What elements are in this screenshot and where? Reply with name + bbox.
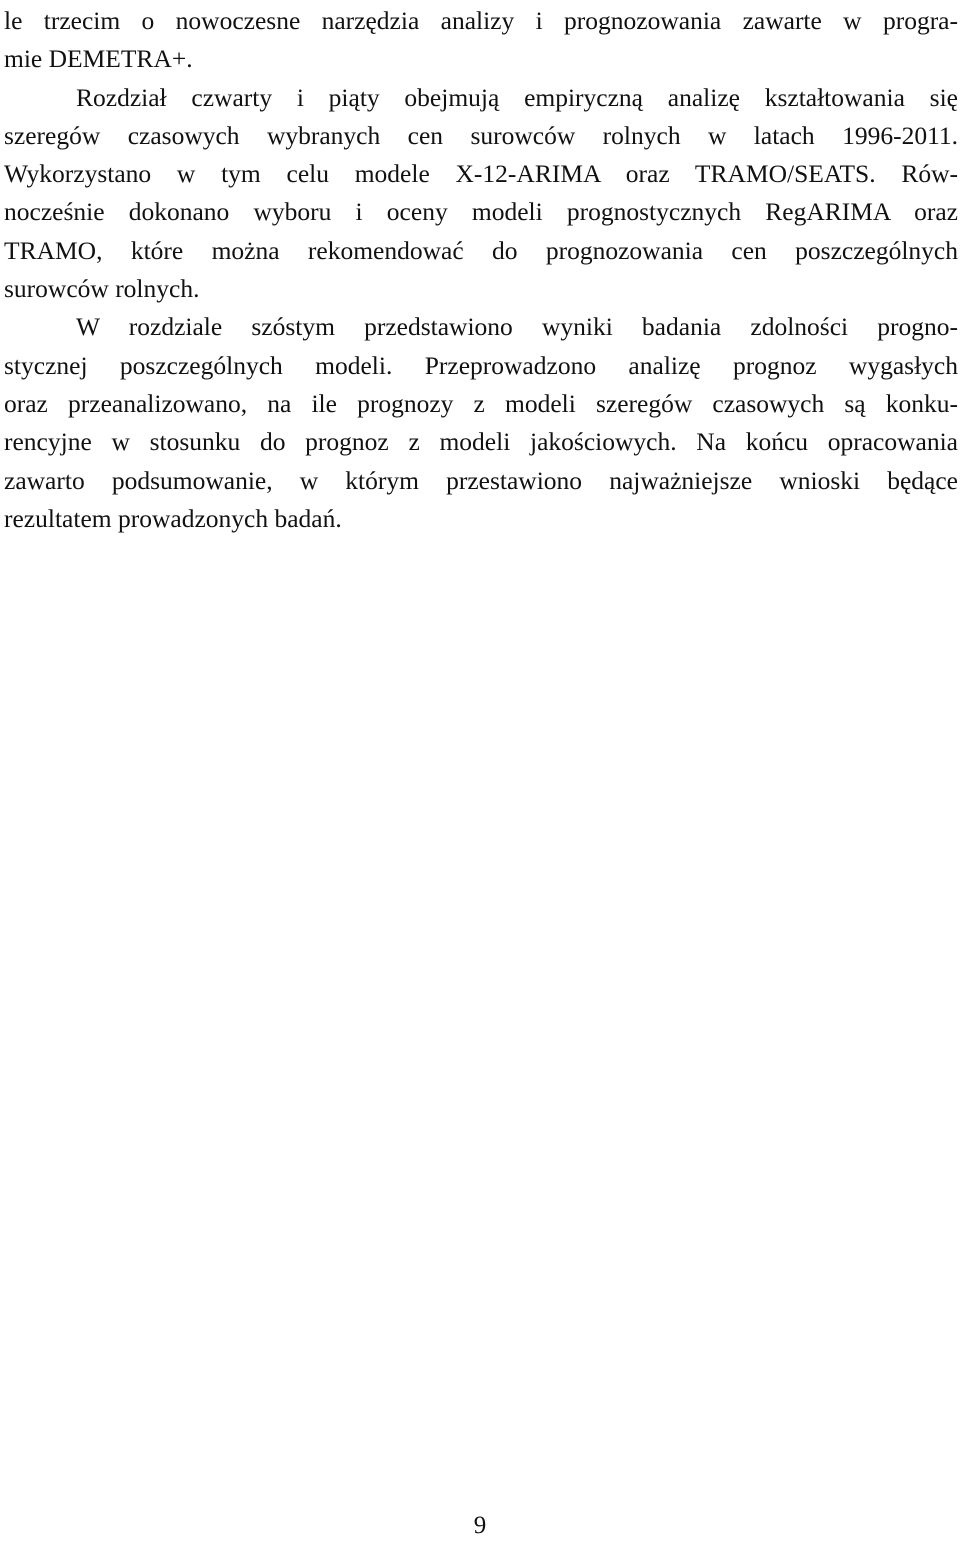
- text-line: rezultatem prowadzonych badań.: [4, 503, 342, 533]
- text-line: oraz przeanalizowano, na ile prognozy z modeli szeregów czasowych są konku-: [4, 388, 958, 418]
- text-line: rencyjne w stosunku do prognoz z modeli jakościowych. Na końcu opracowania: [4, 427, 958, 457]
- text-line: Wykorzystano w tym celu modele X-12-ARIMA oraz TRAMO/SEATS. Rów-: [4, 159, 958, 189]
- text-line: TRAMO, które można rekomendować do prognozowania cen poszczególnych: [4, 235, 958, 265]
- text-line: surowców rolnych.: [4, 274, 200, 304]
- text-line: nocześnie dokonano wyboru i oceny modeli prognostycznych RegARIMA oraz: [4, 197, 958, 227]
- text-line: le trzecim o nowoczesne narzędzia analizy i prognozowania zawarte w progra-: [4, 6, 958, 35]
- text-line: mie DEMETRA+.: [4, 44, 193, 74]
- text-line: stycznej poszczególnych modeli. Przeprowadzono analizę prognoz wygasłych: [4, 350, 958, 380]
- text-line: szeregów czasowych wybranych cen surowców rolnych w latach 1996-2011.: [4, 120, 958, 150]
- page-number: 9: [473, 1512, 487, 1539]
- body-text: [4, 2, 958, 538]
- text-line: zawarto podsumowanie, w którym przestawiono najważniejsze wnioski będące: [4, 465, 958, 495]
- paragraph-start-line: W rozdziale szóstym przedstawiono wyniki badania zdolności progno-: [76, 312, 958, 342]
- paragraph-start-line: Rozdział czwarty i piąty obejmują empiryczną analizę kształtowania się: [76, 82, 958, 112]
